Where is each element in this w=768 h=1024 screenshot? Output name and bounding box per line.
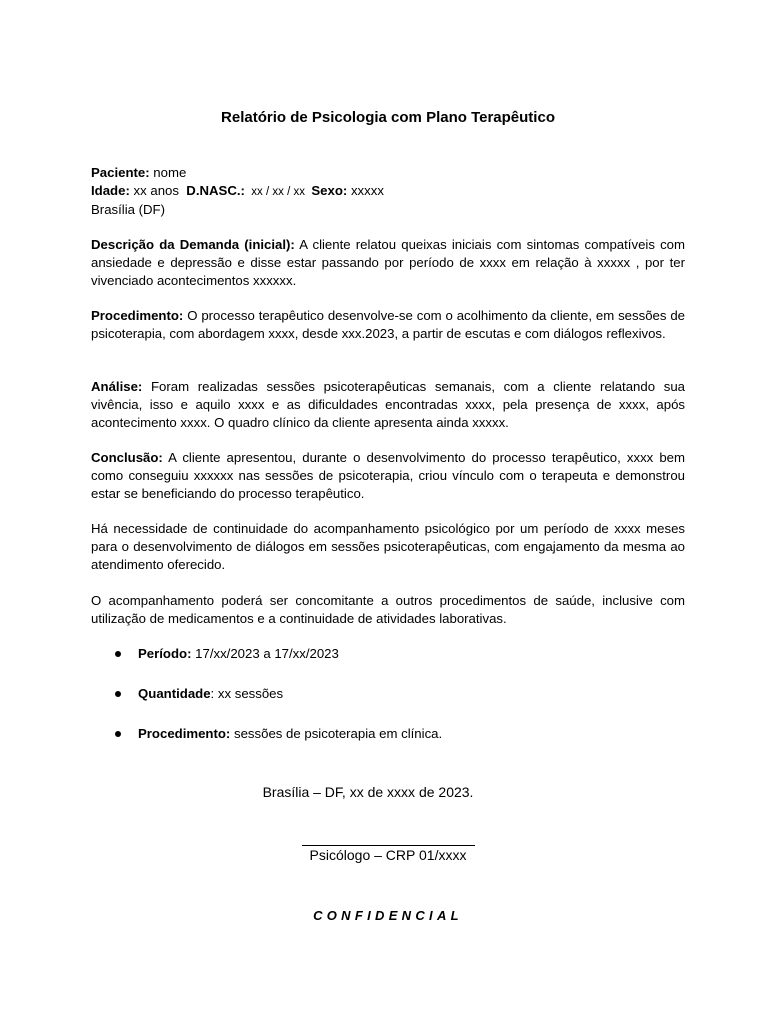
list-item-procedimento <box>91 725 685 765</box>
document-title: Relatório de Psicologia com Plano Terapêutico <box>221 109 555 126</box>
conclusao-text: A cliente apresentou, durante o desenvolvimento do processo terapêutico, xxxx bem como conseguiu xxxxxx nas sessões de psicoterapia, criou vínculo com o terapeuta e demonstrou estar se beneficiando do processo terapêutico. <box>91 450 685 501</box>
analise-text: Foram realizadas sessões psicoterapêuticas semanais, com a cliente relatando sua vivência, isso e aquilo xxxx e as dificuldades encontradas xxxx, pela presença de xxxx, após acontecimento xxxx. O quadro clínico da cliente apresenta ainda xxxxx. <box>91 379 685 430</box>
confidential-footer: CONFIDENCIAL <box>313 908 463 923</box>
section-continuidade: Há necessidade de continuidade do acompanhamento psicológico por um período de xxxx meses para o desenvolvimento de diálogos em sessões psicoterapêuticas, com engajamento da mesma ao atendimento oferecido. <box>91 521 685 572</box>
section-demanda <box>91 236 685 290</box>
bullet-icon <box>115 691 121 697</box>
patient-details-line <box>91 182 685 201</box>
bullet-procedimento-value: sessões de psicoterapia em clínica. <box>230 726 443 741</box>
quantidade-label: Quantidade <box>138 686 211 701</box>
analise-label: Análise: <box>91 379 143 394</box>
procedimento-label: Procedimento: <box>91 308 184 323</box>
periodo-label: Período: <box>138 646 192 661</box>
patient-age-value: xx anos <box>129 183 187 198</box>
bullet-icon <box>115 731 121 737</box>
patient-age-label: Idade: <box>91 183 130 198</box>
patient-info <box>91 164 685 219</box>
bullet-procedimento-label: Procedimento: <box>138 726 231 741</box>
demanda-label: Descrição da Demanda (inicial): <box>91 237 295 252</box>
section-procedimento <box>91 307 685 343</box>
patient-sex-value: xxxxx <box>347 183 384 198</box>
signature-text: Psicólogo – CRP 01/xxxx <box>309 847 467 863</box>
conclusao-label: Conclusão: <box>91 450 163 465</box>
bullet-icon <box>115 651 121 657</box>
patient-name-label: Paciente: <box>91 165 150 180</box>
procedimento-text: O processo terapêutico desenvolve-se com o acolhimento da cliente, em sessões de psicoterapia, com abordagem xxxx, desde xxx.2023, a partir de escutas e com diálogos reflexivos. <box>91 308 685 341</box>
patient-dob-value: xx / xx / xx <box>244 186 312 198</box>
section-conclusao <box>91 449 685 503</box>
patient-name-line <box>91 164 685 182</box>
patient-name-value: nome <box>149 165 187 180</box>
patient-sex-label: Sexo: <box>311 183 348 198</box>
plan-bullet-list <box>91 645 685 765</box>
section-acompanhamento: O acompanhamento poderá ser concomitante a outros procedimentos de saúde, inclusive com utilização de medicamentos e a continuidade de atividades laborativas. <box>91 593 685 626</box>
place-date: Brasília – DF, xx de xxxx de 2023. <box>262 784 474 800</box>
list-item-quantidade <box>91 685 685 725</box>
patient-location: Brasília (DF) <box>91 202 165 217</box>
demanda-text: A cliente relatou queixas iniciais com sintomas compatíveis com ansiedade e depressão e disse estar passando por período de xxxx em relação à xxxxx , por ter vivenciado acontecimentos xxxxxx. <box>91 237 685 288</box>
periodo-value: 17/xx/2023 a 17/xx/2023 <box>191 646 339 661</box>
quantidade-value: : xx sessões <box>210 686 284 701</box>
list-item-periodo <box>91 645 685 685</box>
patient-dob-label: D.NASC.: <box>186 183 245 198</box>
section-analise <box>91 378 685 432</box>
